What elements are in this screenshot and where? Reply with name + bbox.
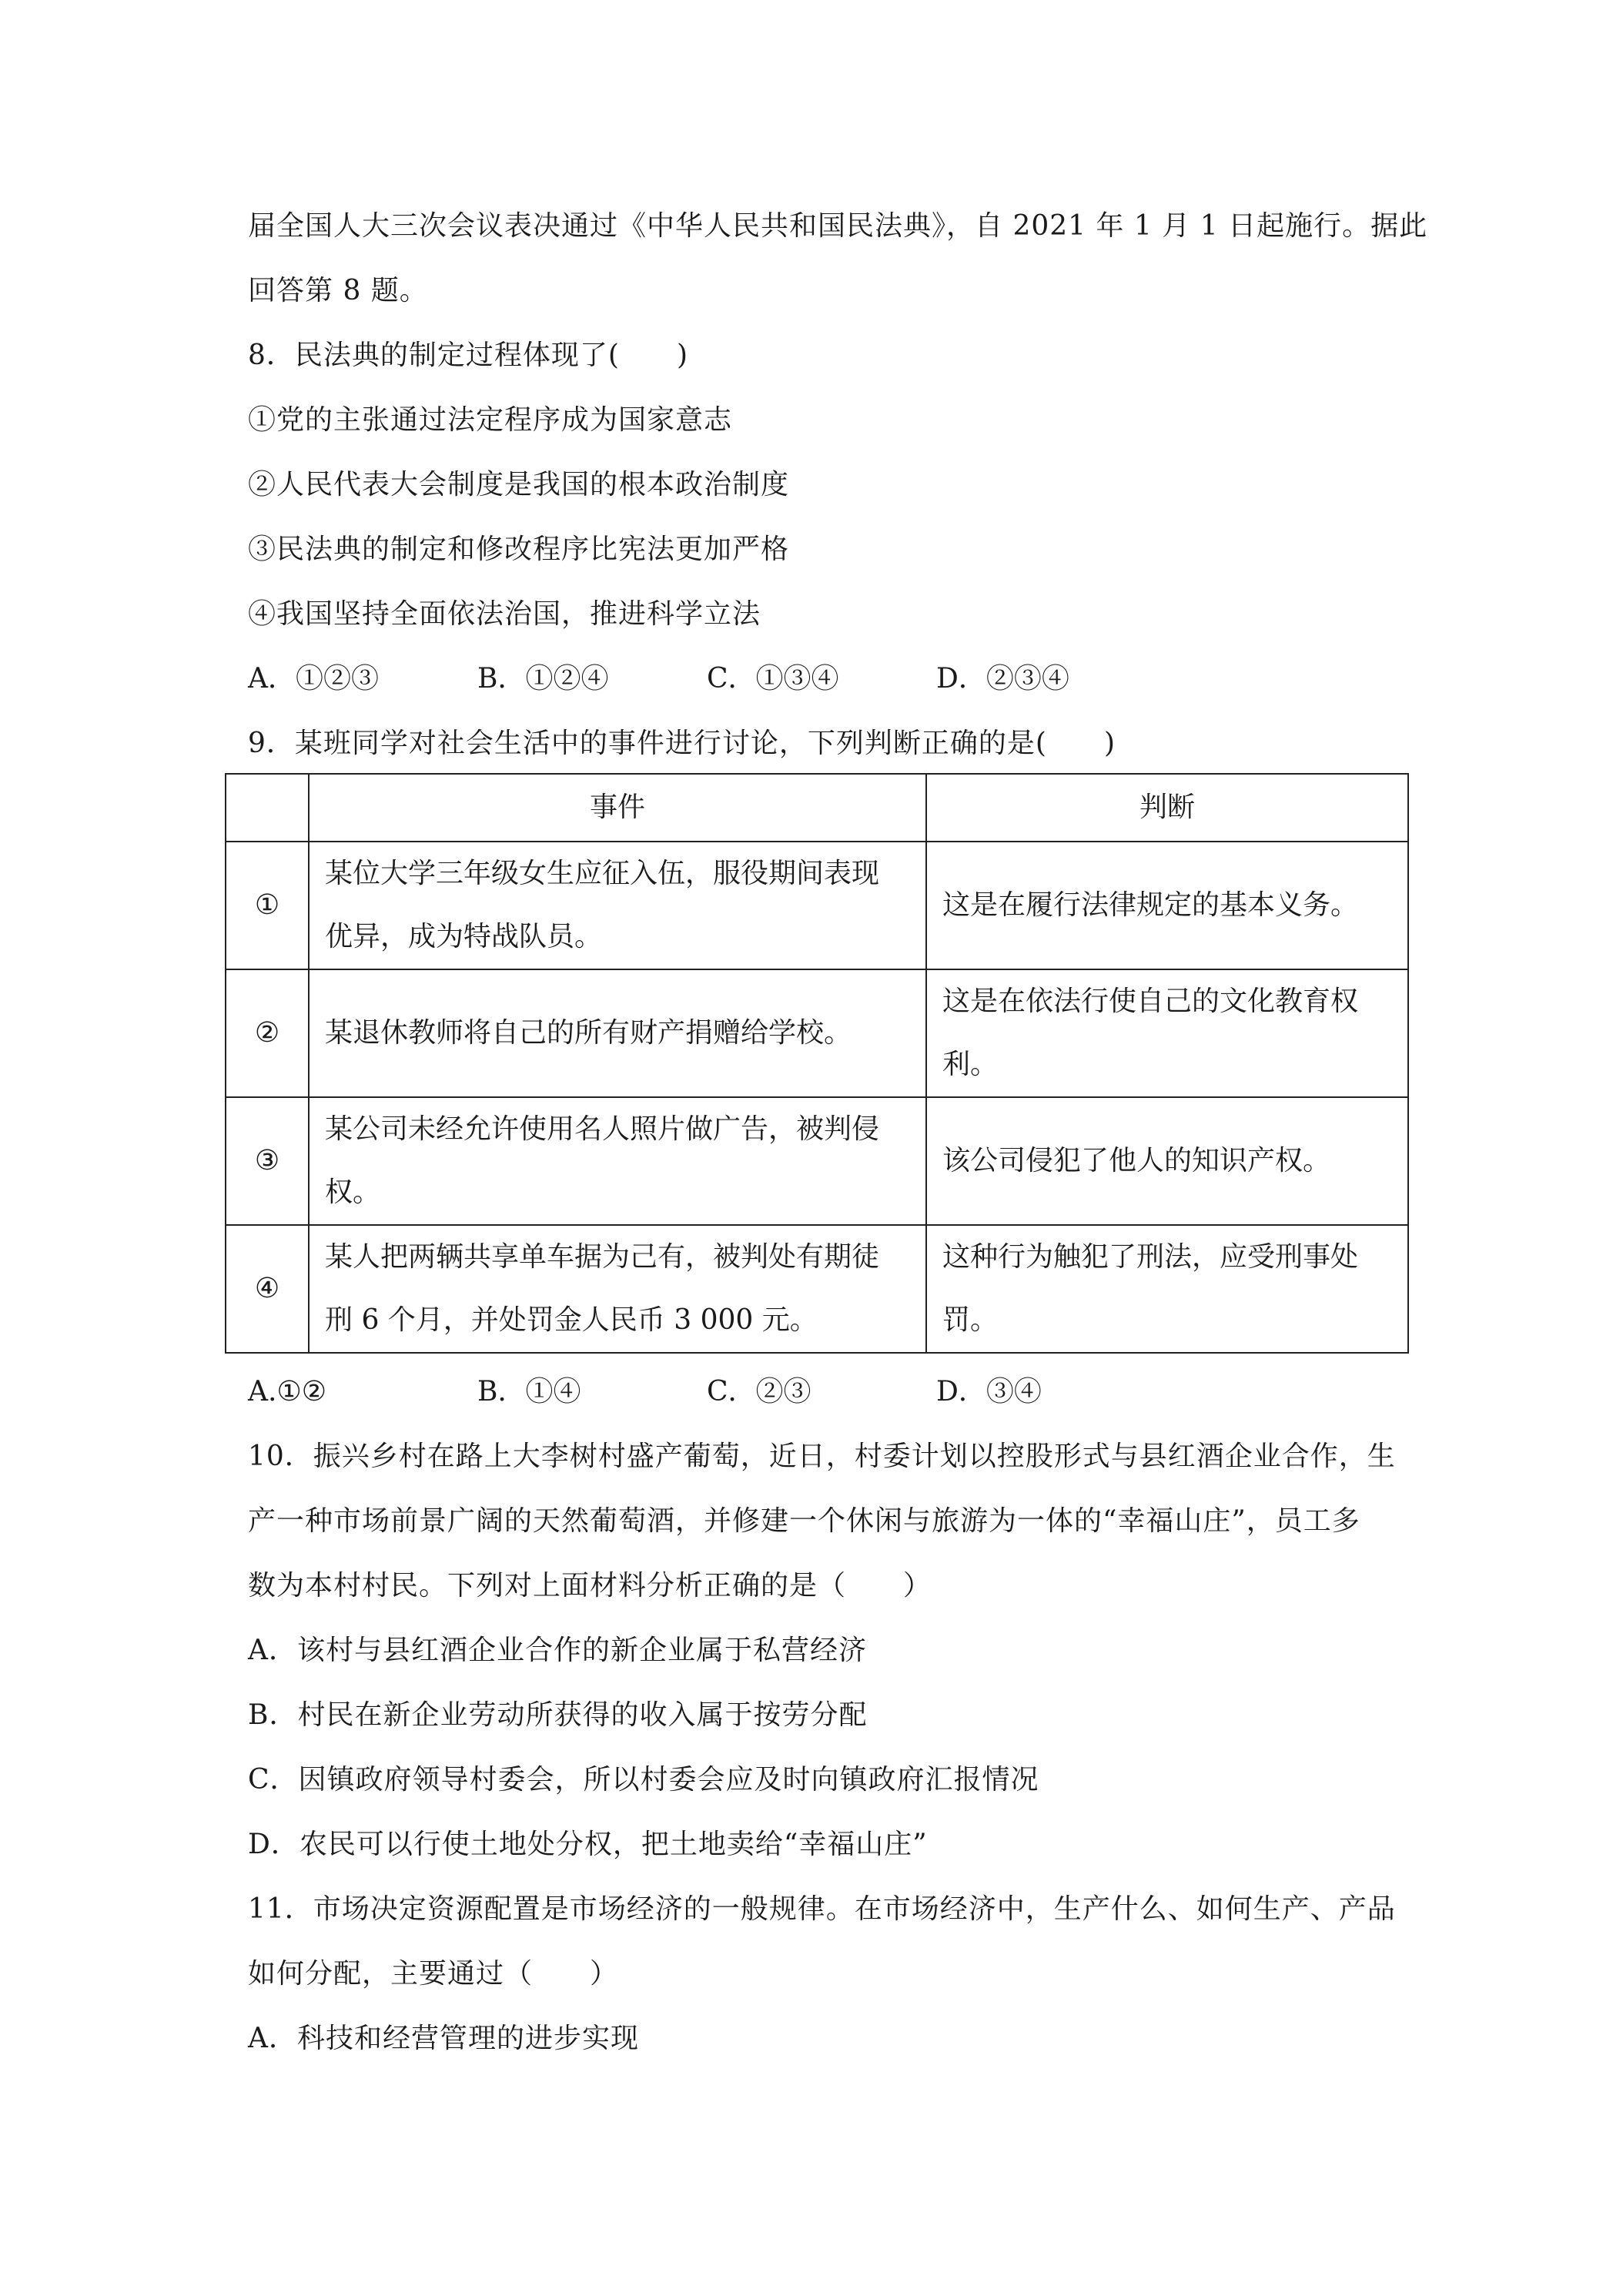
row-index: ② [226,969,309,1097]
row-event-line: 优异，成为特战队员。 [325,921,603,952]
q9-table [225,773,1409,1354]
q11-stem-line-1: 11．市场决定资源配置是市场经济的一般规律。在市场经济中，生产什么、如何生产、产品 [248,1893,1396,1925]
q11-option-a: A．科技和经营管理的进步实现 [248,2023,639,2054]
row-event-line: 权。 [325,1176,381,1208]
table-row [226,969,1408,1097]
row-judgment-line: 这是在依法行使自己的文化教育权 [942,986,1359,1017]
row-judgment-line: 这是在履行法律规定的基本义务。 [942,889,1359,921]
table-row [226,1225,1408,1353]
row-judgment [926,969,1408,1097]
intro-line-1: 届全国人大三次会议表决通过《中华人民共和国民法典》，自 2021 年 1 月 1 日起施行。据此 [248,210,1428,242]
q9-option-d: D．③④ [936,1376,1042,1407]
q10-option-b: B．村民在新企业劳动所获得的收入属于按劳分配 [248,1699,868,1731]
q10-option-c: C．因镇政府领导村委会，所以村委会应及时向镇政府汇报情况 [248,1764,1039,1796]
table-header-judgment: 判断 [926,774,1408,842]
table-header-index [226,774,309,842]
row-event [309,1097,926,1225]
row-event-line: 某公司未经允许使用名人照片做广告，被判侵 [325,1113,880,1145]
q10-stem-line-3: 数为本村村民。下列对上面材料分析正确的是（ ） [248,1570,932,1602]
q8-item-2: ②人民代表大会制度是我国的根本政治制度 [248,469,790,500]
row-index: ③ [226,1097,309,1225]
q9-option-b: B．①④ [477,1376,581,1407]
q8-option-c: C．①③④ [707,663,839,694]
row-judgment [926,1097,1408,1225]
row-judgment-line: 该公司侵犯了他人的知识产权。 [942,1145,1331,1176]
q8-stem: 8．民法典的制定过程体现了( ) [248,340,688,371]
table-row [226,1097,1408,1225]
row-judgment [926,842,1408,969]
q10-stem-line-1: 10．振兴乡村在路上大李树村盛产葡萄，近日，村委计划以控股形式与县红酒企业合作，生 [248,1441,1396,1472]
q10-option-a: A．该村与县红酒企业合作的新企业属于私营经济 [248,1635,867,1666]
row-event-line: 刑 6 个月，并处罚金人民币 3 000 元。 [325,1304,818,1336]
q8-option-b: B．①②④ [477,663,609,694]
q8-item-1: ①党的主张通过法定程序成为国家意志 [248,404,733,436]
row-judgment [926,1225,1408,1353]
q9-option-a: A.①② [248,1376,326,1407]
row-event-line: 某位大学三年级女生应征入伍，服役期间表现 [325,858,880,889]
row-judgment-line: 罚。 [942,1304,999,1336]
row-index: ① [226,842,309,969]
row-event [309,969,926,1097]
table-header-row [226,774,1408,842]
q9-option-c: C．②③ [707,1376,812,1407]
row-event [309,842,926,969]
row-index: ④ [226,1225,309,1353]
q8-options [248,662,1069,696]
q10-option-d: D．农民可以行使土地处分权，把土地卖给“幸福山庄” [248,1829,928,1860]
q9-stem: 9．某班同学对社会生活中的事件进行讨论，下列判断正确的是( ) [248,728,1116,759]
q10-stem-line-2: 产一种市场前景广阔的天然葡萄酒，并修建一个休闲与旅游为一体的“幸福山庄”，员工多 [248,1505,1360,1537]
table-header-event: 事件 [309,774,926,842]
q11-stem-line-2: 如何分配，主要通过（ ） [248,1958,619,1990]
row-event-line: 某退休教师将自己的所有财产捐赠给学校。 [325,1017,852,1049]
intro-line-2: 回答第 8 题。 [248,275,428,306]
q8-item-4: ④我国坚持全面依法治国，推进科学立法 [248,598,761,630]
row-event-line: 某人把两辆共享单车据为己有，被判处有期徒 [325,1241,880,1273]
q9-options [248,1375,1042,1409]
q8-option-d: D．②③④ [936,663,1069,694]
row-event [309,1225,926,1353]
q8-item-3: ③民法典的制定和修改程序比宪法更加严格 [248,534,790,565]
row-judgment-line: 利。 [942,1049,999,1080]
table-row [226,842,1408,969]
row-judgment-line: 这种行为触犯了刑法，应受刑事处 [942,1241,1359,1273]
q8-option-a: A．①②③ [248,663,379,694]
